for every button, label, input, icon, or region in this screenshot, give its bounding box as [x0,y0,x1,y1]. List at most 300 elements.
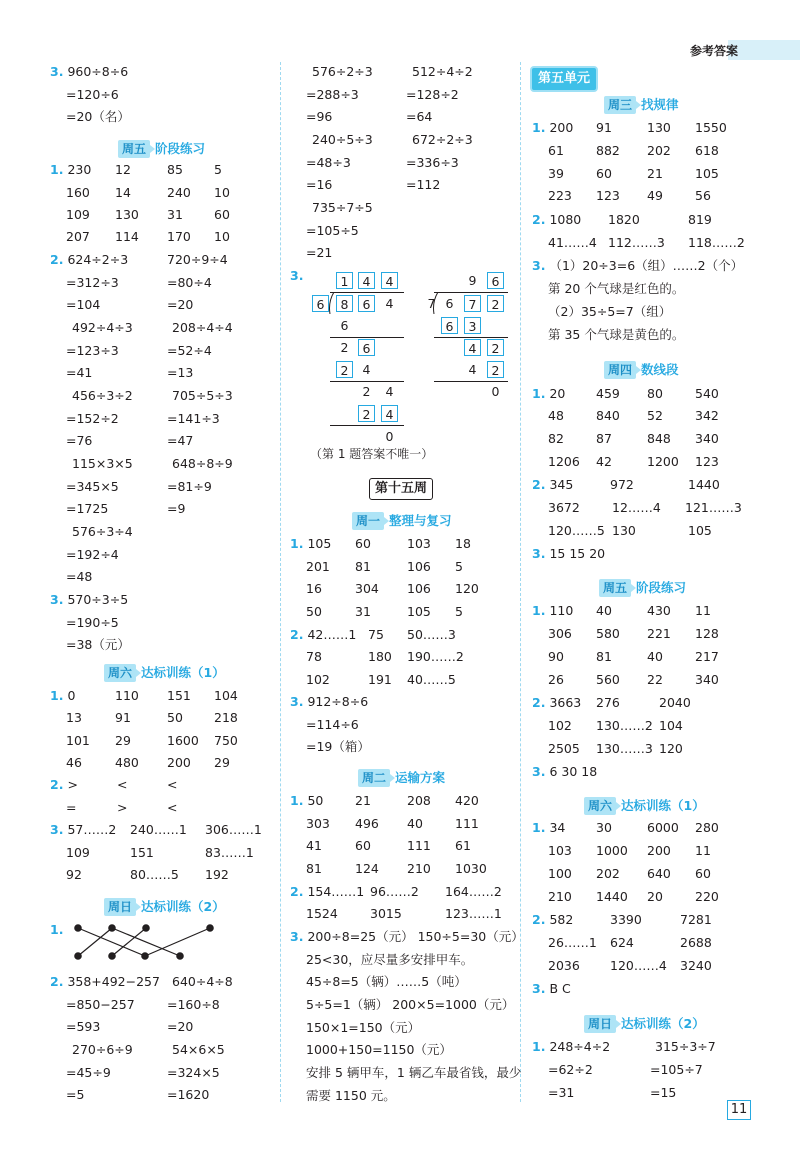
answer-text: 39 [548,166,564,181]
section-heading [599,579,686,597]
answer-line [167,185,191,201]
answer-text: 819 [688,212,712,227]
day-tag: 周四 [604,361,636,379]
answer-line [548,935,597,951]
answer-text: =19（箱） [306,739,370,754]
answer-text: 190……2 [407,649,464,664]
answer-text: =13 [167,365,194,380]
answer-text: 1440 [688,477,720,492]
answer-text: 75 [368,627,384,642]
answer-line [647,120,671,136]
answer-line [548,235,597,251]
answer-text: 306……1 [205,822,262,837]
section-title: 阶段练习 [636,580,687,595]
answer-text: 648÷8÷9 [172,456,233,471]
answer-line [290,694,368,710]
answer-text: 640 [647,866,671,881]
answer-text: 570÷3÷5 [67,592,129,607]
answer-line [532,981,571,997]
answer-line [66,637,130,653]
division-step: 2 [358,405,375,422]
answer-text: 624 [610,935,634,950]
answer-text: 1206 [548,454,580,469]
day-tag: 周日 [104,898,136,916]
answer-line [695,408,719,424]
answer-line [407,861,431,877]
answer-line [532,764,597,780]
answer-text: 5 [455,559,463,574]
question-number: 3. [290,694,304,709]
answer-text: 160 [66,185,90,200]
answer-line [205,822,262,838]
answer-line [115,755,139,771]
dividend-digit: 2 [487,295,504,312]
answer-line [532,212,581,228]
answer-text: 105 [688,523,712,538]
match-dot [142,953,148,959]
answer-text: =850−257 [66,997,135,1012]
answer-line [608,235,665,251]
answer-line [655,1039,716,1055]
answer-line [50,688,75,704]
answer-line [66,1019,100,1035]
answer-line [66,87,119,103]
answer-text: 49 [647,188,663,203]
answer-text: 10 [214,185,230,200]
answer-line [50,64,128,80]
answer-text: =81÷9 [167,479,212,494]
answer-line [306,838,322,854]
answer-text: 20 [549,386,566,401]
answer-text: 3015 [370,906,402,921]
answer-line [406,177,440,193]
answer-text: 40……5 [407,672,456,687]
answer-text: 5÷5=1（辆） 200×5=1000（元） [306,997,515,1012]
answer-text: =5 [66,1087,85,1102]
answer-text: 220 [695,889,719,904]
answer-text: =152÷2 [66,411,119,426]
answer-text: 31 [355,604,371,619]
answer-line [596,820,612,836]
day-tag: 周五 [118,140,150,158]
answer-line [548,304,671,320]
divisor: 6 [312,295,329,312]
answer-line [647,889,663,905]
answer-line [306,581,322,597]
answer-line [695,843,711,859]
answer-line [647,143,671,159]
answer-text: 20 [647,889,663,904]
answer-text: 130 [115,207,139,222]
answer-text: 1030 [455,861,487,876]
answer-line [548,649,564,665]
answer-line [66,845,90,861]
answer-line [355,861,379,877]
section-title: 达标训练（2） [621,1016,705,1031]
answer-line [205,867,229,883]
answer-text: 154……1 [307,884,365,899]
answer-text: 12 [115,162,131,177]
answer-text: 3240 [680,958,712,973]
answer-line [548,741,580,757]
answer-text: 10 [214,229,230,244]
division-rule [330,425,404,426]
answer-text: 0 [67,688,76,703]
section-title: 运输方案 [395,770,446,785]
section-heading [584,1015,705,1033]
answer-text: > [117,800,128,815]
answer-text: 45÷8=5（辆）……5（吨） [306,974,467,989]
answer-line [167,252,228,268]
answer-text: =20 [167,297,194,312]
answer-line [548,166,564,182]
answer-line [355,793,371,809]
answer-text: 118……2 [688,235,745,250]
answer-text: 115×3×5 [72,456,133,471]
answer-text: 85 [167,162,183,177]
answer-text: 40 [407,816,423,831]
question-number: 3. [532,981,546,996]
answer-line [214,162,222,178]
answer-line [66,755,82,771]
header-band [728,40,800,60]
match-dot [143,925,149,931]
answer-line [306,1042,452,1058]
answer-line [72,524,133,540]
answer-line [548,327,684,343]
answer-line [596,431,612,447]
question-number: 2. [290,884,304,899]
answer-text: 14 [115,185,131,200]
answer-text: 315÷3÷7 [655,1039,716,1054]
match-line [112,928,146,956]
match-dot [177,953,183,959]
answer-text: 576÷3÷4 [72,524,133,539]
answer-text: 192 [205,867,229,882]
answer-line [290,536,331,552]
answer-text: 1000 [596,843,628,858]
answer-text: 46 [66,755,82,770]
week-title: 第十五周 [369,478,433,500]
answer-line [355,559,371,575]
answer-text: 223 [548,188,572,203]
answer-line [312,200,373,216]
answer-text: 26……1 [548,935,597,950]
answer-text: =62÷2 [548,1062,593,1077]
answer-text: 202 [647,143,671,158]
answer-line [647,386,663,402]
answer-line [455,816,479,832]
answer-line [66,547,119,563]
answer-line [306,952,473,968]
answer-line [117,800,127,816]
quotient-digit: 6 [487,272,504,289]
answer-line [407,793,431,809]
answer-text: 1080 [549,212,582,227]
answer-line [695,166,719,182]
answer-line [650,1085,676,1101]
answer-line [66,185,90,201]
answer-text: 342 [695,408,719,423]
answer-text: 34 [549,820,566,835]
answer-line [647,454,679,470]
answer-text: 240 [167,185,191,200]
answer-text: =112 [406,177,441,192]
answer-line [532,546,605,562]
match-line [78,928,145,956]
answer-text: 105 [695,166,719,181]
question-number: 2. [290,627,304,642]
answer-text: 120 [455,581,479,596]
answer-line [66,1065,111,1081]
answer-line [407,581,431,597]
answer-line [66,710,82,726]
answer-line [647,408,663,424]
answer-line [355,838,371,854]
answer-text: 40 [647,649,663,664]
answer-line [167,710,183,726]
answer-text: 2040 [659,695,691,710]
answer-text: =1725 [66,501,109,516]
question-number: 1. [532,603,546,618]
answer-line [455,536,471,552]
answer-line [407,649,464,665]
answer-line [612,523,636,539]
answer-text: 304 [355,581,379,596]
answer-line [455,793,479,809]
answer-text: 60 [695,866,711,881]
question-number: 3. [532,764,546,779]
answer-text: =123÷3 [66,343,119,358]
answer-text: 80……5 [130,867,179,882]
answer-text: 2505 [548,741,580,756]
answer-line [647,431,671,447]
answer-text: 41……4 [548,235,597,250]
answer-line [608,212,640,228]
answer-text: =9 [167,501,186,516]
answer-text: 61 [455,838,471,853]
answer-text: 2688 [680,935,712,950]
answer-line [355,536,371,552]
answer-line [532,258,743,274]
answer-line [647,188,663,204]
answer-text: 第 20 个气球是红色的。 [548,281,685,296]
answer-text: （2）35÷5=7（组） [548,304,672,319]
answer-line [167,433,193,449]
answer-line [688,212,712,228]
answer-text: 130……3 [596,741,653,756]
answer-line [596,649,612,665]
section-heading [604,361,679,379]
answer-text: 170 [167,229,191,244]
answer-line [312,132,373,148]
answer-text: 130 [612,523,636,538]
column-divider [280,62,281,1102]
answer-line [115,185,131,201]
answer-line [72,456,133,472]
answer-text: 1820 [608,212,640,227]
answer-line [612,500,661,516]
answer-text: 456÷3÷2 [72,388,133,403]
answer-line [532,120,573,136]
answer-text: =15 [650,1085,677,1100]
answer-text: 18 [455,536,471,551]
answer-text: =104 [66,297,101,312]
answer-text: 2036 [548,958,580,973]
match-line [78,928,112,956]
answer-text: 280 [695,820,719,835]
answer-text: 111 [455,816,479,831]
answer-text: 103 [407,536,431,551]
answer-line [370,906,402,922]
answer-line [596,695,620,711]
question-number: 3. [50,592,64,607]
answer-line [66,733,90,749]
question-number: 3. [532,258,546,273]
answer-line [695,120,727,136]
answer-text: （1）20÷3=6（组）……2（个） [549,258,744,273]
answer-line [688,477,720,493]
answer-line [407,672,456,688]
answer-line [306,861,322,877]
answer-text: 22 [647,672,663,687]
answer-line [532,603,573,619]
answer-text: 26 [548,672,564,687]
answer-line [455,604,463,620]
division-step: 3 [464,317,481,334]
answer-line [368,672,392,688]
answer-line [455,838,471,854]
answer-line [167,800,177,816]
answer-text: 81 [355,559,371,574]
answer-text: =324×5 [167,1065,220,1080]
answer-line [115,162,131,178]
answer-text: 960÷8÷6 [67,64,129,79]
division-step: 4 [464,339,481,356]
answer-text: 105 [407,604,431,619]
answer-text: 81 [306,861,322,876]
answer-line [659,695,691,711]
answer-line [548,408,564,424]
answer-line [455,861,487,877]
answer-line [548,866,572,882]
answer-text: 57……2 [67,822,117,837]
question-number: 2. [532,912,546,927]
answer-line [596,672,620,688]
answer-line [167,275,212,291]
answer-text: 60 [596,166,612,181]
answer-line [66,569,92,585]
answer-text: 540 [695,386,719,401]
answer-line [115,733,131,749]
answer-line [167,365,193,381]
answer-line [596,166,612,182]
answer-text: =105÷7 [650,1062,703,1077]
answer-line [355,581,379,597]
answer-line [167,755,191,771]
answer-text: =593 [66,1019,101,1034]
answer-line [130,822,187,838]
answer-line [548,188,572,204]
question-number: 3. [532,546,546,561]
answer-text: 30 [596,820,612,835]
answer-line [407,559,431,575]
answer-text: 16 [306,581,322,596]
answer-text: 121……3 [685,500,742,515]
answer-line [66,411,119,427]
section-title: 找规律 [641,97,679,112]
question-number: 2. [532,212,546,227]
answer-text: 230 [67,162,92,177]
answer-text: =52÷4 [167,343,212,358]
answer-line [167,297,193,313]
unit-title: 第五单元 [530,66,598,92]
answer-text: =105÷5 [306,223,359,238]
answer-line [115,229,139,245]
answer-text: > [67,777,78,792]
answer-text: 207 [66,229,90,244]
answer-text: 48 [548,408,564,423]
answer-line [130,867,179,883]
division-step: 4 [385,384,394,399]
match-dot [109,953,115,959]
answer-text: 340 [695,672,719,687]
answer-text: 42 [596,454,612,469]
answer-text: 31 [167,207,183,222]
section-title: 整理与复习 [389,513,452,528]
answer-text: 208 [407,793,431,808]
answer-text: 120……4 [610,958,667,973]
answer-line [532,386,565,402]
answer-text: 200 [167,755,191,770]
answer-line [695,143,719,159]
answer-text: 106 [407,559,431,574]
answer-text: =64 [406,109,433,124]
answer-text: 221 [647,626,671,641]
answer-line [306,649,322,665]
answer-line [66,343,119,359]
answer-line [596,143,620,159]
division-step: 2 [336,361,353,378]
answer-line [214,733,238,749]
answer-line [407,536,431,552]
question-number: 1. [290,793,304,808]
answer-text: 104 [659,718,683,733]
answer-line [548,626,572,642]
answer-text: =47 [167,433,194,448]
answer-line [596,188,620,204]
answer-line [548,281,684,297]
section-heading [358,769,445,787]
answer-text: 3663 [549,695,582,710]
answer-line [548,143,564,159]
answer-line [50,974,160,990]
answer-text: 29 [214,755,230,770]
answer-text: 340 [695,431,719,446]
question-number: 3. [50,64,64,79]
answer-line [50,162,91,178]
answer-text: 105 [307,536,332,551]
answer-text: 640÷4÷8 [172,974,233,989]
answer-text: 240……1 [130,822,187,837]
answer-text: 882 [596,143,620,158]
answer-text: 123……1 [445,906,502,921]
answer-text: 29 [115,733,131,748]
answer-line [306,906,338,922]
division-step: 2 [362,384,371,399]
section-title: 阶段练习 [155,141,206,156]
answer-line [680,958,712,974]
